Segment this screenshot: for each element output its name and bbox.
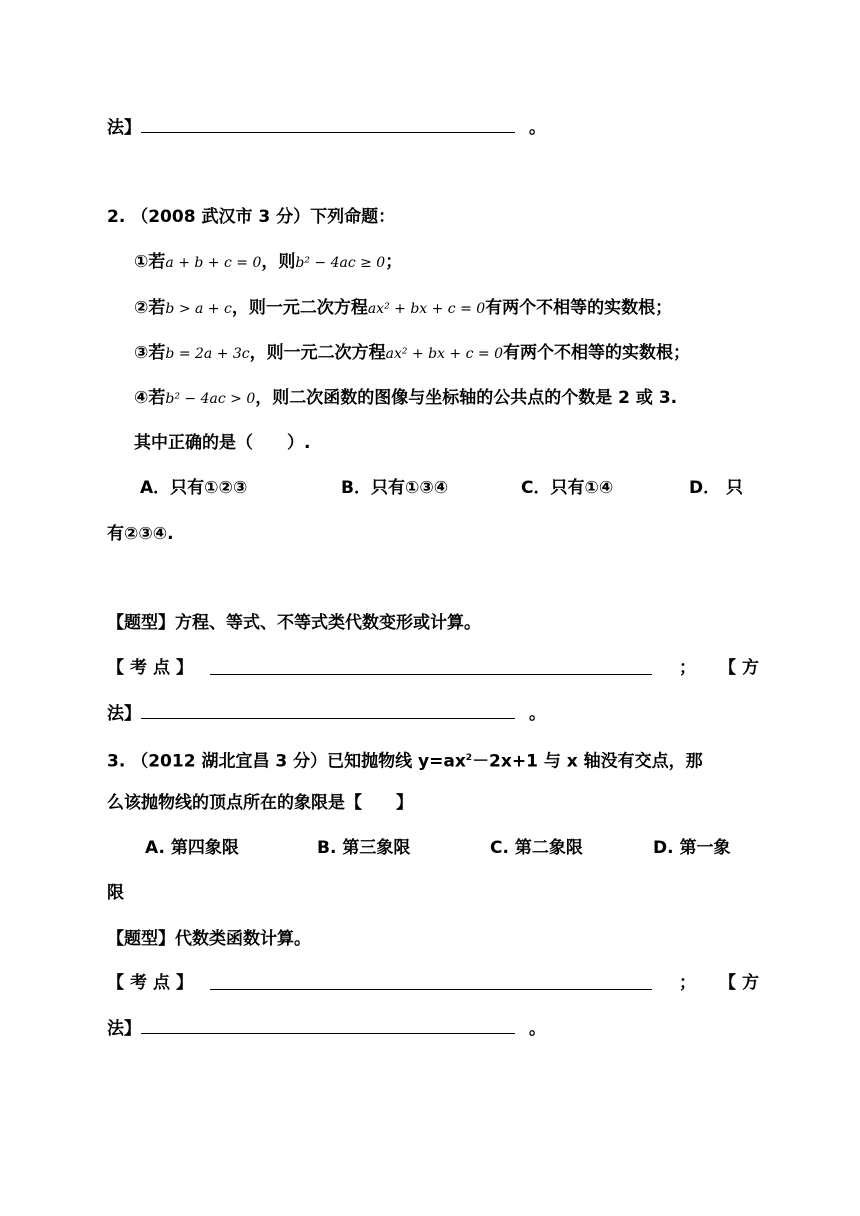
q3-option-c: C. 第二象限 — [490, 838, 583, 858]
method-line-1 — [107, 116, 546, 140]
q2-option-c: C．只有①④ — [521, 478, 614, 498]
kaodian-label: 【考点】 — [107, 973, 199, 993]
fang-label: 【方 — [719, 973, 765, 993]
end-mark: 。 — [529, 118, 546, 138]
q3-option-b: B. 第三象限 — [317, 838, 411, 858]
method-label: 法】 — [107, 1019, 141, 1039]
math-expression: b² − 4ac ≥ 0 — [295, 255, 386, 271]
semicolon: ； — [679, 973, 696, 993]
q2-option-a: A．只有①②③ — [140, 478, 248, 498]
q3-option-d: D. 第一象 — [653, 838, 731, 858]
method-line-2 — [107, 702, 546, 726]
q2-option-b: B．只有①③④ — [341, 478, 449, 498]
q2-premise-3: ③若b = 2a + 3c，则一元二次方程ax² + bx + c = 0有两个不相等的实数根； — [134, 343, 690, 363]
q2-premise-1: ①若a + b + c = 0，则b² − 4ac ≥ 0； — [134, 252, 403, 272]
kaodian-blank[interactable] — [210, 975, 652, 990]
type-line-2: 【题型】方程、等式、不等式类代数变形或计算。 — [107, 613, 481, 633]
method-blank[interactable] — [141, 1019, 515, 1034]
end-mark: 。 — [529, 1019, 546, 1039]
q3-line-1: 3. （2012 湖北宜昌 3 分）已知抛物线 $y=ax^2-2x+1$ 与 x 轴没有交点，那 — [107, 751, 703, 772]
q3-option-a: A. 第四象限 — [145, 838, 239, 858]
kaodian-line-2 — [107, 656, 765, 680]
type-line-3: 【题型】代数类函数计算。 — [107, 929, 311, 949]
q2-option-d: D． 只 — [689, 478, 744, 498]
q3-option-d-cont: 限 — [107, 883, 124, 903]
fang-label: 【方 — [719, 658, 765, 678]
method-line-3 — [107, 1017, 546, 1041]
q2-header: 2. （2008 武汉市 3 分）下列命题： — [107, 207, 396, 227]
kaodian-blank[interactable] — [210, 660, 652, 675]
kaodian-label: 【考点】 — [107, 658, 199, 678]
method-label: 法】 — [107, 118, 141, 138]
q2-question: 其中正确的是（ ）. — [134, 433, 311, 453]
method-label: 法】 — [107, 704, 141, 724]
math-expression: a + b + c = 0 — [165, 255, 262, 271]
q3-line-2: 么该抛物线的顶点所在的象限是【 】 — [107, 793, 413, 813]
method-blank[interactable] — [141, 704, 515, 719]
math-expression: b = 2a + 3c — [165, 346, 250, 362]
end-mark: 。 — [529, 704, 546, 724]
semicolon: ； — [679, 658, 696, 678]
kaodian-line-3 — [107, 971, 765, 995]
math-expression: ax² + bx + c = 0 — [385, 346, 503, 362]
math-expression: ax² + bx + c = 0 — [367, 301, 486, 317]
math-expression: b² − 4ac > 0 — [165, 391, 256, 407]
math-expression: b > a + c — [165, 301, 232, 317]
q2-premise-4: ④若b² − 4ac > 0，则二次函数的图像与坐标轴的公共点的个数是 2 或 3. — [134, 388, 678, 408]
q2-option-d-cont: 有②③④. — [107, 524, 174, 544]
method-blank[interactable] — [141, 118, 515, 133]
q2-premise-2: ②若b > a + c，则一元二次方程ax² + bx + c = 0有两个不相等的实数根； — [134, 298, 673, 318]
